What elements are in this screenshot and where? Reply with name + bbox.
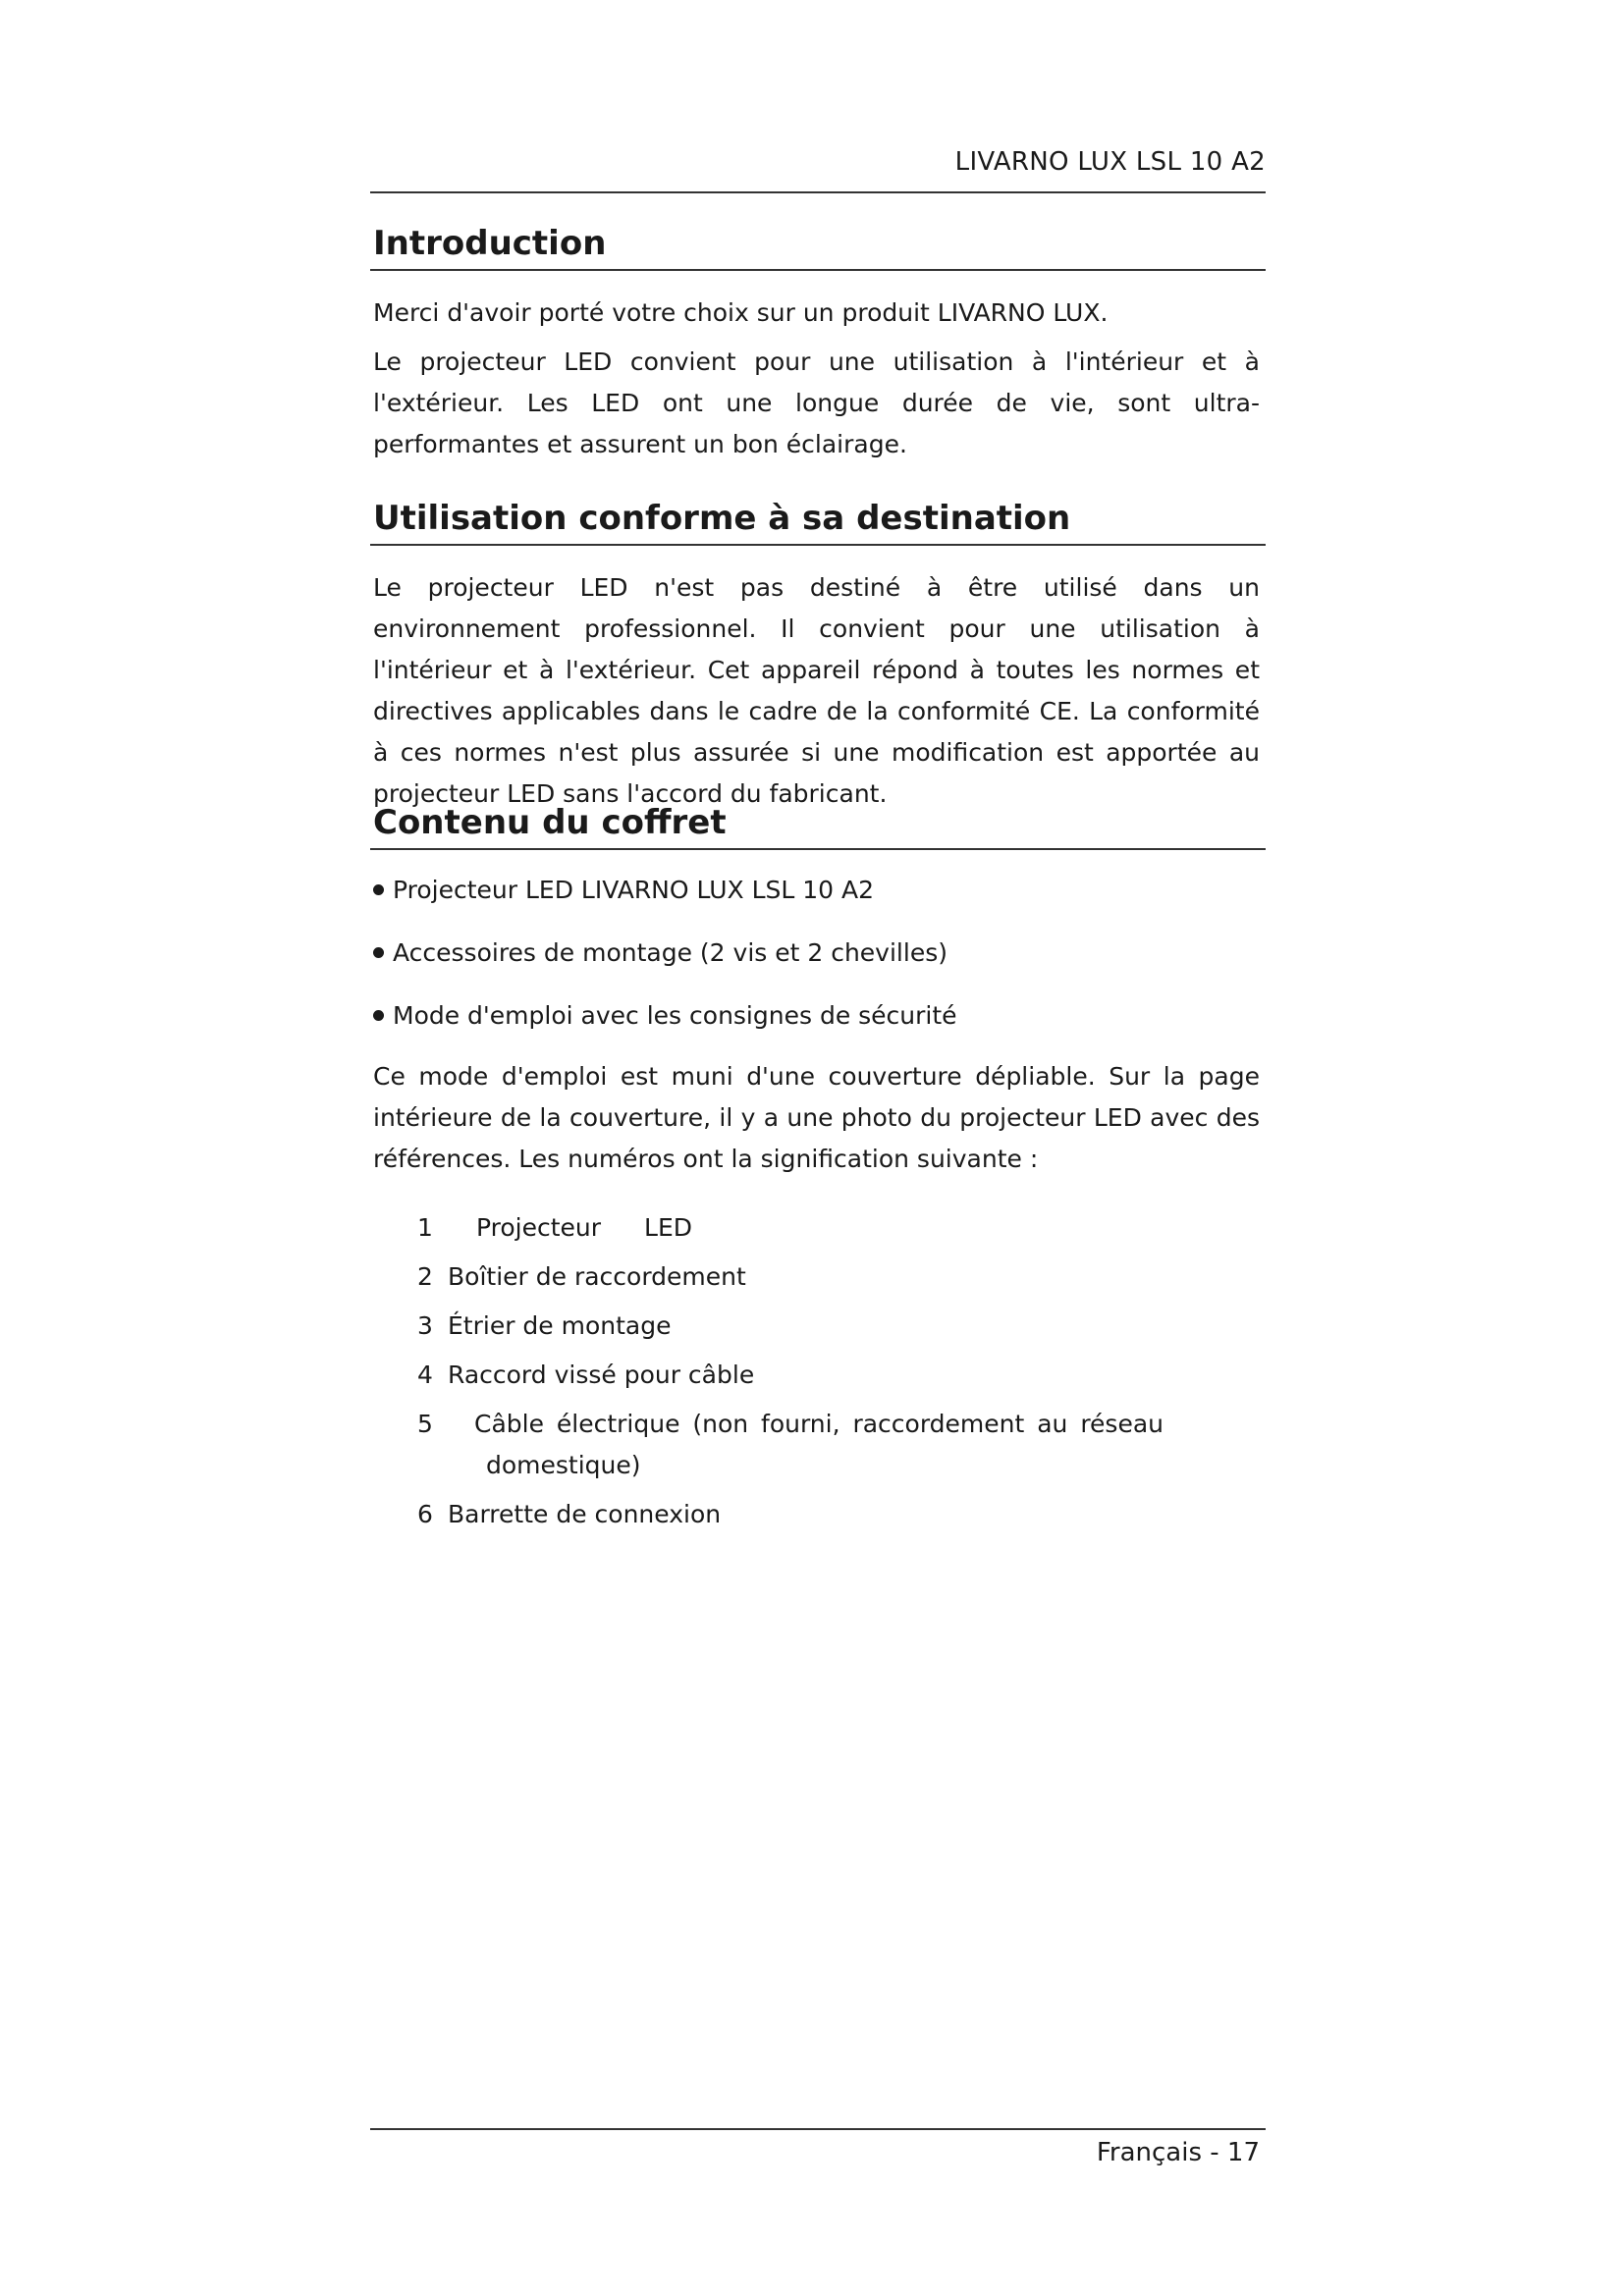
footer-divider [370,2128,1266,2130]
usage-paragraph: Le projecteur LED n'est pas destiné à être utilisé dans un environnement professionnel. Il convient pour une utilisation à l'intérieur et à l'extérieur. Cet appareil répond à toutes les normes et directives applicables dans le cadre de la conformité CE. La conformité à ces normes n'est plus assurée si une modification est apportée au projecteur LED sans l'accord du fabricant. [373,573,1260,808]
list-item [417,1207,1164,1249]
bullet-icon [373,1010,384,1021]
part-label: Projecteur LED [476,1213,692,1242]
list-item [373,933,1266,974]
part-label-continuation: domestique) [486,1451,641,1479]
footer-page-number: Français - 17 [1096,2138,1260,2167]
section-title-contents: Contenu du coffret [370,803,1266,850]
part-number: 2 [417,1262,433,1291]
intro-paragraph-2: Le projecteur LED convient pour une utilisation à l'intérieur et à l'extérieur. Les LED ont une longue durée de vie, sont ultra-performantes et assurent un bon éclairage. [373,347,1260,458]
bullet-icon [373,884,384,895]
part-label: Câble électrique (non fourni, raccordement au réseau [474,1410,1164,1438]
document-page [370,0,1266,2296]
part-number: 6 [417,1500,433,1528]
bullet-text: Projecteur LED LIVARNO LUX LSL 10 A2 [393,876,875,904]
part-label: Raccord vissé pour câble [448,1361,755,1389]
list-item [417,1494,1164,1535]
part-number: 1 [417,1213,433,1242]
parts-list [370,1207,1164,1535]
list-item [417,1306,1164,1347]
bullet-text: Mode d'emploi avec les consignes de sécurité [393,1001,957,1030]
part-line [417,1404,1164,1445]
list-item [417,1355,1164,1396]
header-divider [370,191,1266,193]
contents-bullet-list [370,870,1266,1037]
list-item [373,870,1266,911]
header-product-name: LIVARNO LUX LSL 10 A2 [954,147,1266,177]
bullet-text: Accessoires de montage (2 vis et 2 chevilles) [393,938,947,967]
part-number: 4 [417,1361,433,1389]
section-introduction [370,224,1266,465]
list-item [373,995,1266,1037]
intro-paragraph-1: Merci d'avoir porté votre choix sur un produit LIVARNO LUX. [373,298,1109,327]
section-contents [370,803,1266,1543]
section-usage [370,499,1266,815]
part-number: 5 [417,1410,433,1438]
contents-paragraph: Ce mode d'emploi est muni d'une couverture dépliable. Sur la page intérieure de la couverture, il y a une photo du projecteur LED avec des références. Les numéros ont la signification suivante : [373,1062,1260,1173]
part-number: 3 [417,1311,433,1340]
part-label: Étrier de montage [448,1311,672,1340]
list-item [417,1404,1164,1486]
part-label: Barrette de connexion [448,1500,722,1528]
bullet-icon [373,947,384,958]
part-label: Boîtier de raccordement [448,1262,746,1291]
section-title-introduction: Introduction [370,224,1266,271]
list-item [417,1256,1164,1298]
section-title-usage: Utilisation conforme à sa destination [370,499,1266,546]
